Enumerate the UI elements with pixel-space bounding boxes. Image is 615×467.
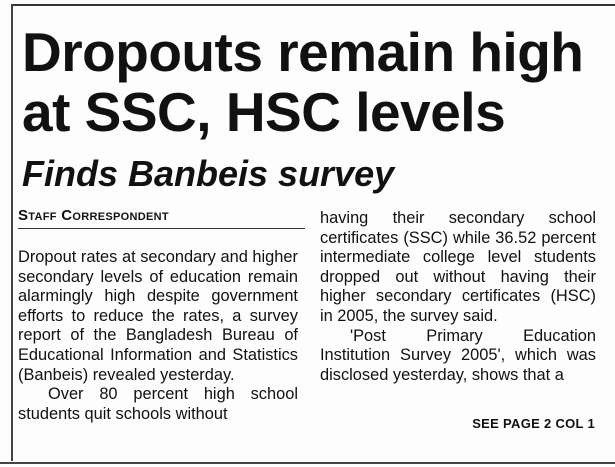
bottom-rule (0, 462, 615, 464)
left-rule (11, 4, 13, 461)
paragraph: Over 80 percent high school students quit schools without (18, 385, 298, 423)
article-column-2 (320, 209, 596, 385)
paragraph: having their secondary school certificates (SSC) while 36.52 percent intermediate college level students dropped out without having their higher secondary certificates (HSC) in 2005, the survey said. (320, 209, 596, 325)
byline: Staff Correspondent (18, 207, 305, 229)
subheadline: Finds Banbeis survey (22, 153, 395, 194)
continuation-note: SEE PAGE 2 COL 1 (472, 416, 595, 431)
article-column-1 (18, 248, 298, 424)
paragraph: 'Post Primary Education Institution Survey 2005', which was disclosed yesterday, shows that a (320, 326, 596, 384)
headline: Dropouts remain high at SSC, HSC levels (22, 21, 584, 143)
top-rule (12, 4, 615, 6)
paragraph: Dropout rates at secondary and higher secondary levels of education remain alarmingly high despite government efforts to reduce the rates, a survey report of the Bangladesh Bureau of Educational Information and Statistics (Banbeis) revealed yesterday. (18, 248, 298, 384)
